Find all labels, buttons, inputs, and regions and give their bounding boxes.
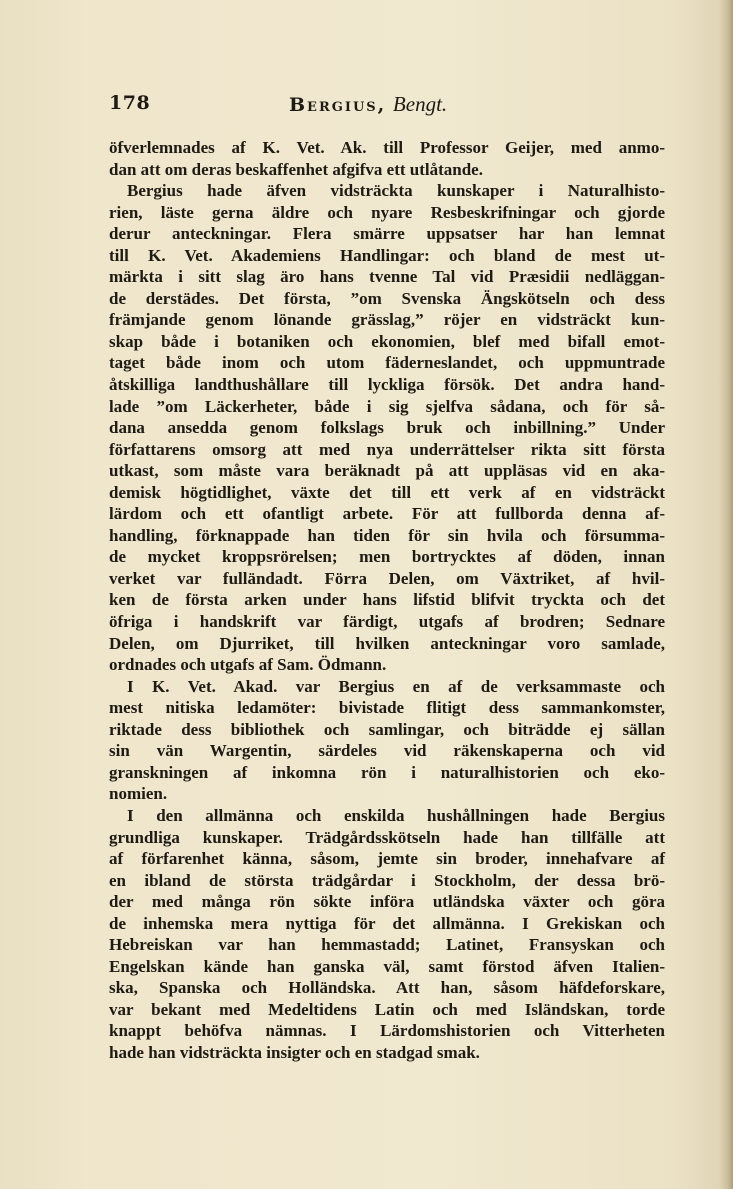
- text-line: till K. Vet. Akademiens Handlingar: och bland de mest ut-: [109, 245, 665, 265]
- text-line: nomien.: [109, 784, 168, 804]
- text-line: Engelskan kände han ganska väl, samt förstod äfven Italien-: [109, 956, 665, 976]
- page-edge-shadow: [719, 0, 733, 1189]
- text-line: lade ”om Läckerheter, både i sig sjelfva sådana, och för så-: [109, 396, 665, 416]
- text-line: verket var fulländadt. Förra Delen, om Växtriket, af hvil-: [109, 568, 665, 588]
- text-line: Delen, om Djurriket, till hvilken anteckningar voro samlade,: [109, 633, 665, 653]
- text-line: öfriga i handskrift var färdigt, utgafs af brodren; Sednare: [109, 612, 665, 632]
- page-number: 178: [109, 92, 151, 114]
- body-text: [109, 137, 665, 1064]
- text-line: utkast, som måste vara beräknadt på att uppläsas vid en aka-: [109, 461, 665, 481]
- text-line: handling, förknappade han tiden för sin hvila och försumma-: [109, 525, 665, 545]
- text-line: sin vän Wargentin, särdeles vid räkenskaperna och vid: [109, 741, 665, 761]
- text-line: der med många rön sökte införa utländska växter och göra: [109, 892, 665, 912]
- running-header: [109, 92, 669, 118]
- text-line: Bergius hade äfven vidsträckta kunskaper i Naturalhisto-: [127, 181, 665, 201]
- text-line: grundliga kunskaper. Trädgårdsskötseln hade han tillfälle att: [109, 827, 665, 847]
- text-line: de mycket kroppsrörelsen; men bortrycktes af döden, innan: [109, 547, 665, 567]
- running-head-given-name: Bengt.: [392, 92, 448, 116]
- text-line: märkta i sitt slag äro hans tvenne Tal vid Præsidii nedläggan-: [109, 267, 665, 287]
- text-line: en ibland de största trädgårdar i Stockholm, der dessa brö-: [109, 870, 665, 890]
- text-line: åtskilliga landthushållare till lyckliga försök. Det andra hand-: [109, 375, 665, 395]
- text-line: dan att om deras beskaffenhet afgifva ett utlåtande.: [109, 159, 483, 179]
- text-line: mest nitiska ledamöter: bivistade flitigt dess sammankomster,: [109, 698, 665, 718]
- text-line: knappt behöfva nämnas. I Lärdomshistorien och Vitterheten: [109, 1021, 665, 1041]
- text-line: I den allmänna och enskilda hushållningen hade Bergius: [127, 805, 665, 825]
- text-line: Hebreiskan var han hemmastadd; Latinet, Fransyskan och: [109, 935, 665, 955]
- text-line: öfverlemnades af K. Vet. Ak. till Professor Geijer, med anmo-: [109, 138, 665, 157]
- text-line: riktade dess bibliothek och samlingar, och biträdde ej sällan: [109, 719, 665, 739]
- text-line: derur anteckningar. Flera smärre uppsatser har han lemnat: [109, 224, 665, 244]
- text-line: ordnades och utgafs af Sam. Ödmann.: [109, 655, 387, 675]
- text-line: de derstädes. Det första, ”om Svenska Ängskötseln och dess: [109, 288, 665, 308]
- text-line: hade han vidsträckta insigter och en stadgad smak.: [109, 1042, 480, 1062]
- text-line: granskningen af inkomna rön i naturalhistorien och eko-: [109, 762, 665, 782]
- text-line: skap både i botaniken och ekonomien, blef med bifall emot-: [109, 331, 665, 351]
- text-line: ken de första arken under hans lifstid blifvit tryckta och det: [109, 590, 665, 610]
- text-line: var bekant med Medeltidens Latin och med Isländskan, torde: [109, 999, 665, 1019]
- running-head-title: [289, 92, 447, 117]
- text-line: ska, Spanska och Holländska. Att han, såsom häfdeforskare,: [109, 978, 665, 998]
- text-line: demisk högtidlighet, växte det till ett verk af en vidsträckt: [109, 482, 665, 502]
- text-line: lärdom och ett ofantligt arbete. För att fullborda denna af-: [109, 504, 665, 524]
- text-line: främjande genom lönande grässlag,” röjer en vidsträckt kun-: [109, 310, 665, 330]
- text-line: I K. Vet. Akad. var Bergius en af de verksammaste och: [127, 676, 665, 696]
- text-line: de inhemska mera nyttiga för det allmänna. I Grekiskan och: [109, 913, 665, 933]
- text-line: författarens omsorg att med nya underrättelser rikta sitt första: [109, 439, 665, 459]
- text-line: dana ansedda genom folkslags bruk och inbillning.” Under: [109, 418, 665, 438]
- text-line: taget både inom och utom fäderneslandet, och uppmuntrade: [109, 353, 665, 373]
- running-head-surname: Bergius,: [289, 94, 387, 116]
- text-line: af förfarenhet känna, såsom, jemte sin broder, innehafvare af: [109, 849, 665, 869]
- text-line: rien, läste gerna äldre och nyare Resbeskrifningar och gjorde: [109, 202, 665, 222]
